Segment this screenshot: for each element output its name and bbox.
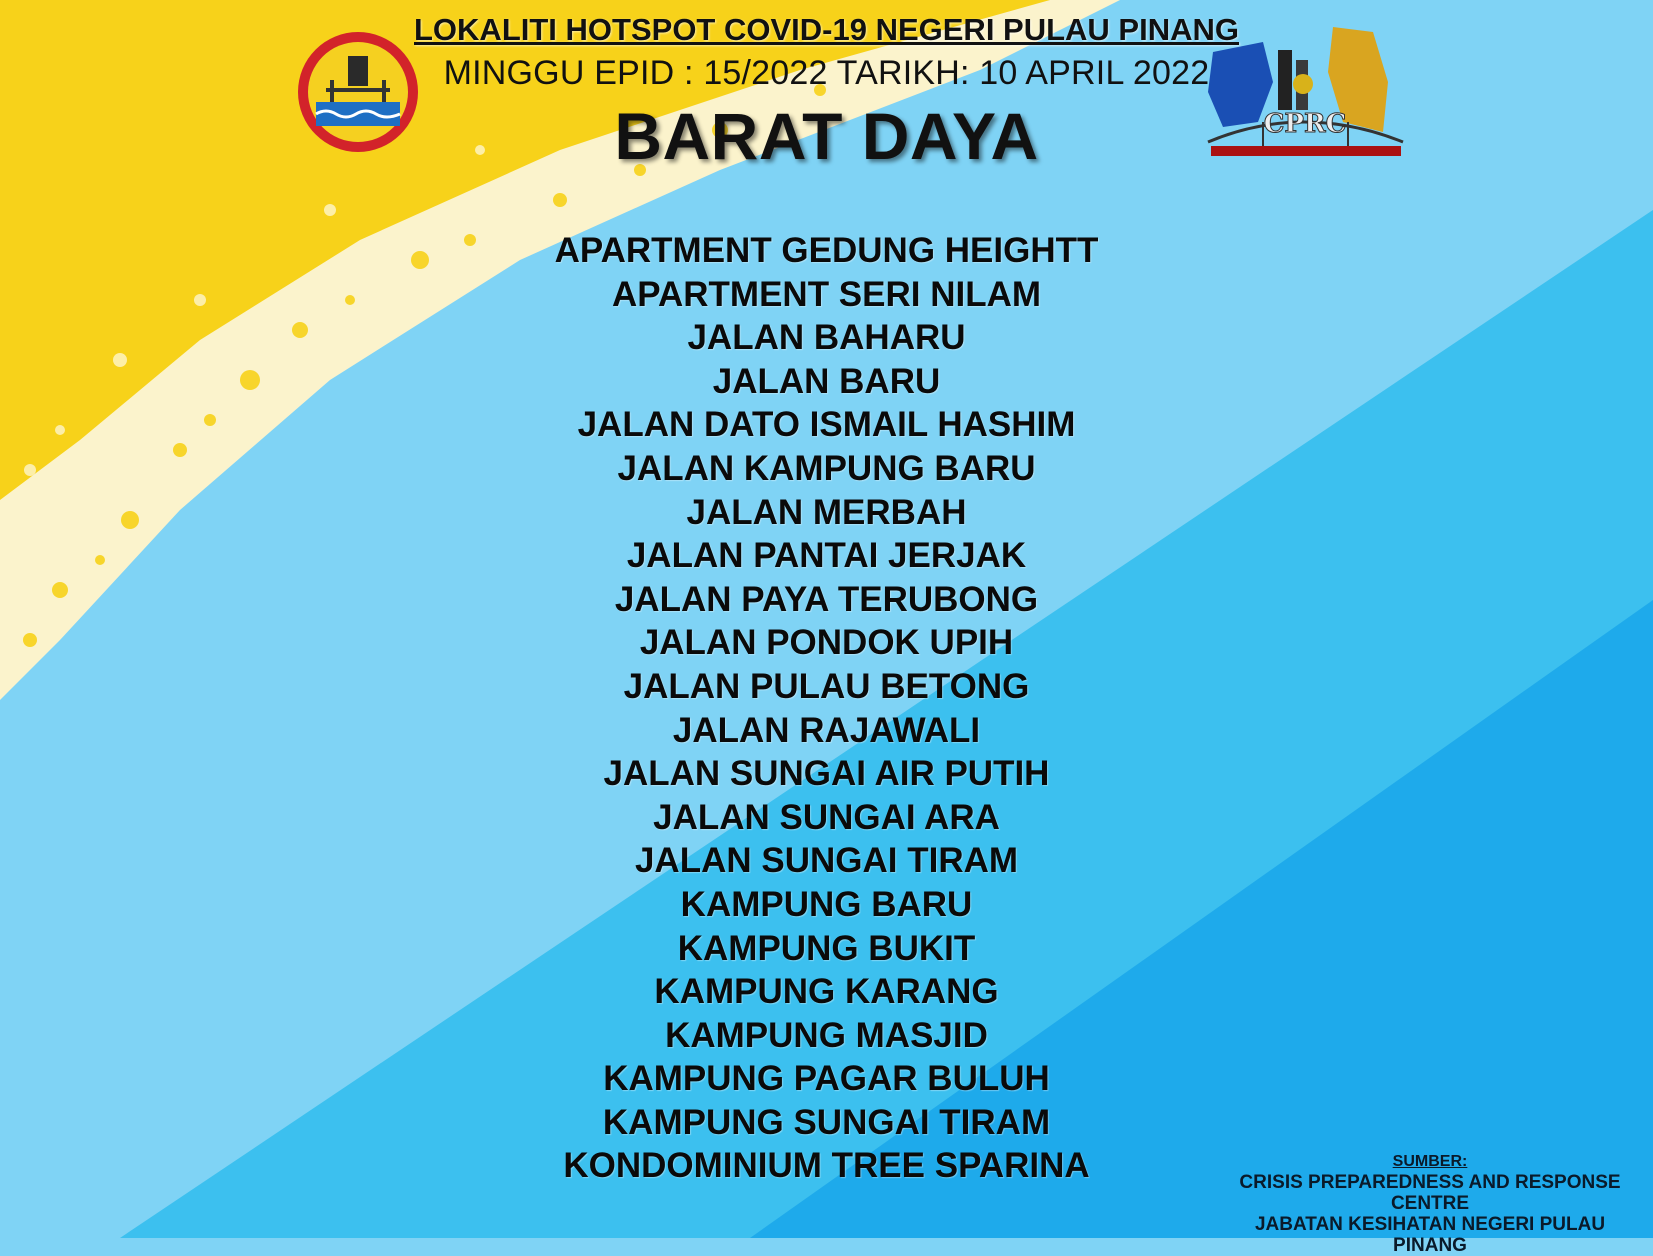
list-item: KAMPUNG BUKIT	[677, 928, 976, 968]
source-line: CENTRE	[1390, 1193, 1470, 1214]
source-label: SUMBER:	[1392, 1153, 1468, 1170]
list-item: JALAN BAHARU	[687, 318, 966, 358]
list-item: JALAN SUNGAI AIR PUTIH	[603, 754, 1050, 794]
list-item: KAMPUNG SUNGAI TIRAM	[602, 1102, 1051, 1142]
svg-text:CPRC: CPRC	[1263, 109, 1347, 139]
list-item: JALAN PANTAI JERJAK	[626, 536, 1027, 576]
source-line: JABATAN KESIHATAN NEGERI PULAU PINANG	[1254, 1214, 1606, 1256]
list-item: JALAN RAJAWALI	[672, 710, 981, 750]
region-title: BARAT DAYA	[614, 99, 1039, 173]
list-item: JALAN SUNGAI TIRAM	[634, 841, 1019, 881]
list-item: JALAN KAMPUNG BARU	[617, 448, 1036, 488]
list-item: JALAN PULAU BETONG	[623, 666, 1030, 706]
list-item: KAMPUNG MASJID	[665, 1015, 988, 1055]
list-item: JALAN PONDOK UPIH	[639, 623, 1014, 663]
location-list	[0, 229, 1653, 1188]
list-item: KAMPUNG PAGAR BULUH	[603, 1059, 1050, 1099]
list-item: JALAN MERBAH	[686, 492, 967, 532]
list-item: KAMPUNG KARANG	[654, 972, 999, 1012]
headline: LOKALITI HOTSPOT COVID-19 NEGERI PULAU PINANG	[414, 12, 1239, 47]
list-item: APARTMENT SERI NILAM	[611, 274, 1042, 314]
source-line: CRISIS PREPAREDNESS AND RESPONSE	[1239, 1172, 1621, 1193]
list-item: JALAN BARU	[712, 361, 941, 401]
list-item: KAMPUNG BARU	[680, 884, 973, 924]
list-item: KONDOMINIUM TREE SPARINA	[563, 1146, 1090, 1186]
source-note	[1230, 1151, 1630, 1256]
list-item: APARTMENT GEDUNG HEIGHTT	[554, 231, 1099, 270]
list-item: JALAN PAYA TERUBONG	[614, 579, 1039, 619]
list-item: JALAN SUNGAI ARA	[653, 797, 1000, 837]
list-item: JALAN DATO ISMAIL HASHIM	[577, 405, 1076, 445]
subheadline: MINGGU EPID : 15/2022 TARIKH: 10 APRIL 2022	[443, 54, 1210, 92]
